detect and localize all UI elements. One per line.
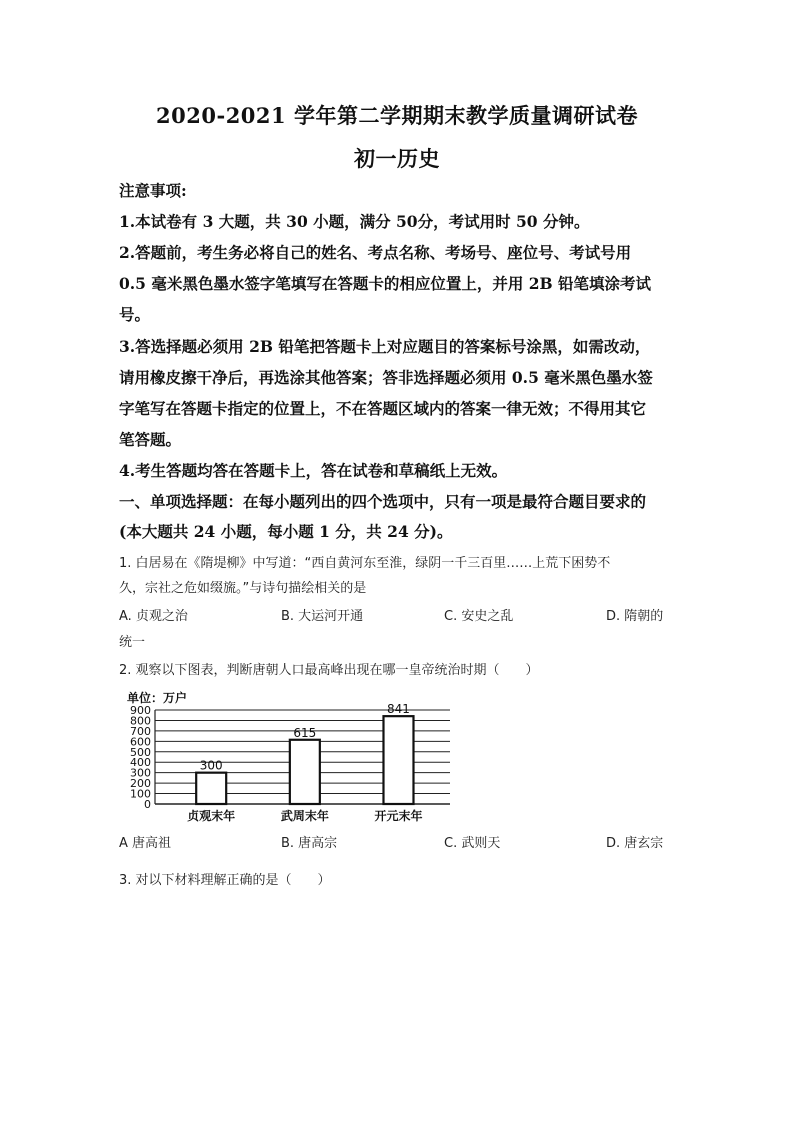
question-1-option-a: A. 贞观之治	[119, 609, 188, 624]
bar	[290, 740, 320, 804]
notice-line: 0.5 毫米黑色墨水签字笔填写在答题卡的相应位置上，并用 2B 铅笔填涂考试	[119, 274, 652, 293]
section-heading: 一、单项选择题：在每小题列出的四个选项中，只有一项是最符合题目要求的	[119, 492, 647, 511]
notice-line: 字笔写在答题卡指定的位置上，不在答题区域内的答案一律无效；不得用其它	[119, 399, 647, 418]
y-tick-label: 500	[130, 745, 151, 759]
question-2-option-b: B. 唐高宗	[281, 836, 338, 851]
x-category-label: 开元末年	[374, 809, 423, 823]
notice-line: 笔答题。	[119, 430, 182, 449]
x-category-label: 贞观末年	[187, 809, 236, 823]
y-tick-label: 800	[130, 714, 151, 728]
bar	[196, 773, 226, 804]
section-heading: (本大题共 24 小题，每小题 1 分，共 24 分)。	[119, 522, 453, 541]
y-tick-label: 100	[130, 787, 151, 801]
question-1-option-d: D. 隋朝的	[606, 609, 664, 624]
notice-line: 3.答选择题必须用 2B 铅笔把答题卡上对应题目的答案标号涂黑，如需改动，	[119, 337, 651, 356]
notice-line: 2.答题前，考生务必将自己的姓名、考点名称、考场号、座位号、考试号用	[119, 243, 632, 262]
y-tick-label: 200	[130, 777, 151, 791]
question-3-text: 3. 对以下材料理解正确的是（ ）	[119, 873, 331, 888]
question-2-option-a: A 唐高祖	[119, 836, 172, 851]
y-tick-label: 0	[144, 798, 151, 811]
question-2-option-d: D. 唐玄宗	[606, 836, 664, 851]
notice-line: 号。	[119, 305, 151, 324]
x-category-label: 武周末年	[280, 809, 329, 823]
bar	[383, 716, 413, 804]
exam-title: 2020-2021 学年第二学期期末教学质量调研试卷	[156, 103, 638, 128]
notice-line: 请用橡皮擦干净后，再选涂其他答案；答非选择题必须用 0.5 毫米黑色墨水签	[119, 368, 653, 387]
question-2-option-c: C. 武则天	[444, 836, 501, 851]
notice-line: 1.本试卷有 3 大题，共 30 小题，满分 50分，考试用时 50 分钟。	[119, 212, 590, 231]
y-tick-label: 700	[130, 724, 151, 738]
bar-value-label: 615	[293, 725, 317, 740]
bar-value-label: 300	[199, 758, 223, 773]
question-1-option-c: C. 安史之乱	[444, 609, 514, 624]
question-1-option-d-wrap: 统一	[119, 635, 146, 650]
question-1-option-b: B. 大运河开通	[281, 609, 364, 624]
question-1-text: 1. 白居易在《隋堤柳》中写道：“西自黄河东至淮，绿阴一千三百里……上荒下困势不	[119, 556, 611, 571]
bar-value-label: 841	[387, 702, 410, 717]
exam-subject: 初一历史	[354, 146, 440, 171]
notice-line: 4.考生答题均答在答题卡上，答在试卷和草稿纸上无效。	[119, 461, 508, 480]
y-tick-label: 900	[130, 704, 151, 717]
notice-heading: 注意事项:	[119, 181, 187, 200]
y-tick-label: 300	[130, 766, 151, 780]
y-tick-label: 400	[130, 756, 151, 770]
chart-unit-label: 单位：万户	[127, 691, 188, 705]
question-1-text: 久，宗社之危如缀旒。”与诗句描绘相关的是	[119, 581, 367, 596]
population-bar-chart	[115, 688, 455, 833]
question-2-text: 2. 观察以下图表，判断唐朝人口最高峰出现在哪一皇帝统治时期（ ）	[119, 663, 539, 678]
y-tick-label: 600	[130, 735, 151, 749]
